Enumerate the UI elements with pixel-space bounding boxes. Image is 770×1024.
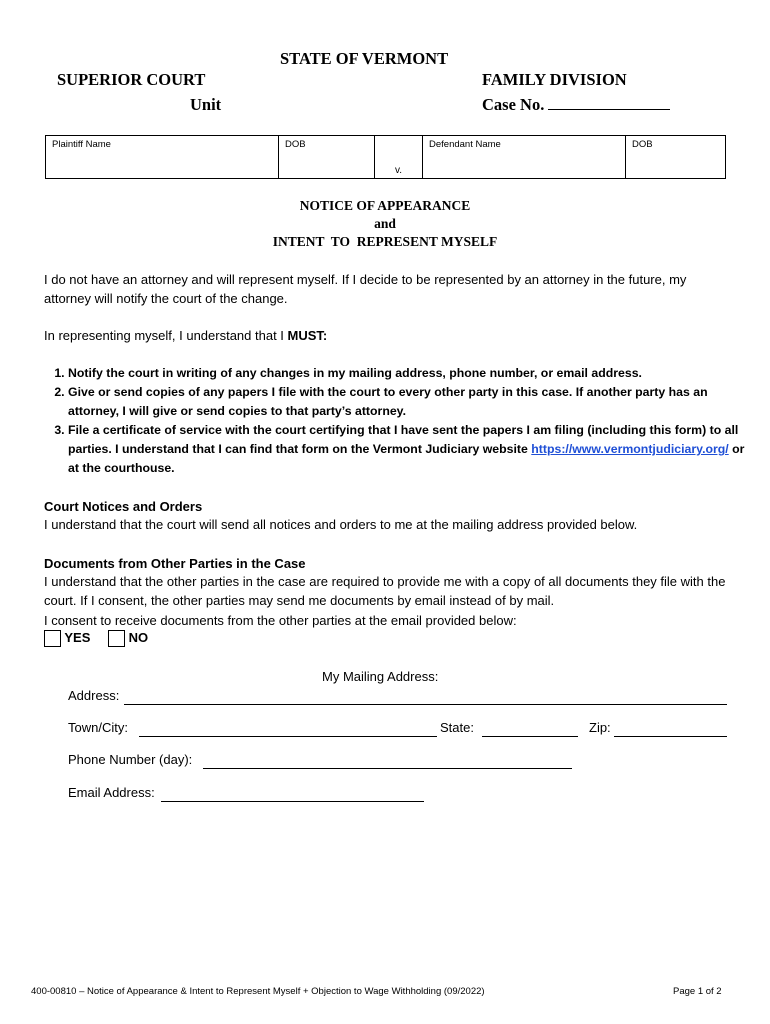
consent-options [44, 630, 148, 647]
yes-checkbox[interactable] [44, 630, 61, 647]
documents-text: I understand that the other parties in the case are required to provide me with a copy of all documents they file with the court. If I consent, the other parties may send me documents by email instead of by mail. [44, 574, 726, 608]
consent-text: I consent to receive documents from the other parties at the email provided below: [44, 613, 517, 628]
defendant-dob-field[interactable] [626, 136, 726, 179]
must-item-2: 2. Give or send copies of any papers I file with the court to every other party in this case. If another party has an attorney, I will give or send copies to that party’s attorney. [68, 383, 750, 421]
understand-line [44, 326, 734, 345]
plaintiff-name-field[interactable] [46, 136, 279, 179]
phone-label: Phone Number (day): [68, 752, 193, 767]
parties-table [45, 135, 726, 179]
court-notices-heading: Court Notices and Orders [44, 499, 203, 514]
defendant-dob-label: DOB [632, 139, 653, 150]
documents-heading: Documents from Other Parties in the Case [44, 556, 306, 571]
case-number [482, 95, 670, 115]
form-subtitle: INTENT TO REPRESENT MYSELF [272, 234, 498, 249]
zip-field[interactable] [614, 736, 727, 737]
division-name: FAMILY DIVISION [482, 70, 627, 89]
defendant-name-field[interactable] [423, 136, 626, 179]
court-name: SUPERIOR COURT [57, 70, 206, 89]
email-field[interactable] [161, 801, 424, 802]
phone-field[interactable] [203, 768, 572, 769]
must-item-1: 1. Notify the court in writing of any changes in my mailing address, phone number, or email address. [68, 364, 750, 383]
must-item-3-text: File a certificate of service with the court certifying that I have sent the papers I am filing (including this form) to all parties. I understand that I can find that form on the Vermont Judiciary website [68, 423, 739, 456]
versus-label: v. [394, 165, 403, 176]
must-item-3 [68, 421, 750, 478]
must-emphasis: MUST: [287, 328, 328, 343]
case-number-label: Case No. [482, 95, 545, 114]
court-notices-text: I understand that the court will send all notices and orders to me at the mailing address provided below. [44, 517, 638, 532]
understand-prefix: In representing myself, I understand that I [44, 328, 288, 343]
defendant-name-label: Defendant Name [429, 139, 501, 150]
town-field[interactable] [139, 736, 437, 737]
no-label: NO [128, 630, 149, 645]
plaintiff-dob-field[interactable] [279, 136, 375, 179]
page-number: Page 1 of 2 [673, 986, 722, 997]
form-title: NOTICE OF APPEARANCE [299, 198, 471, 213]
must-list [44, 364, 750, 478]
state-title: STATE OF VERMONT [280, 49, 449, 68]
plaintiff-name-label: Plaintiff Name [52, 139, 111, 150]
form-footer: 400-00810 – Notice of Appearance & Intent to Represent Myself + Objection to Wage Withholding (09/2022) [31, 986, 485, 997]
plaintiff-dob-label: DOB [285, 139, 306, 150]
vermont-judiciary-link[interactable]: https://www.vermontjudiciary.org/ [531, 442, 729, 456]
no-checkbox[interactable] [108, 630, 125, 647]
address-label: Address: [68, 688, 120, 703]
state-label: State: [440, 720, 474, 735]
unit-label: Unit [190, 95, 222, 114]
intro-paragraph: I do not have an attorney and will represent myself. If I decide to be represented by an attorney in the future, my attorney will notify the court of the change. [44, 272, 687, 306]
must-item-3-tail: or at the courthouse. [68, 442, 745, 475]
zip-label: Zip: [589, 720, 611, 735]
case-number-field[interactable] [548, 95, 670, 110]
email-label: Email Address: [68, 785, 155, 800]
form-title-and: and [374, 216, 396, 231]
mailing-heading: My Mailing Address: [322, 669, 439, 684]
yes-label: YES [64, 630, 91, 645]
versus-cell [375, 136, 423, 179]
town-label: Town/City: [68, 720, 128, 735]
address-field[interactable] [124, 704, 727, 705]
state-field[interactable] [482, 736, 578, 737]
